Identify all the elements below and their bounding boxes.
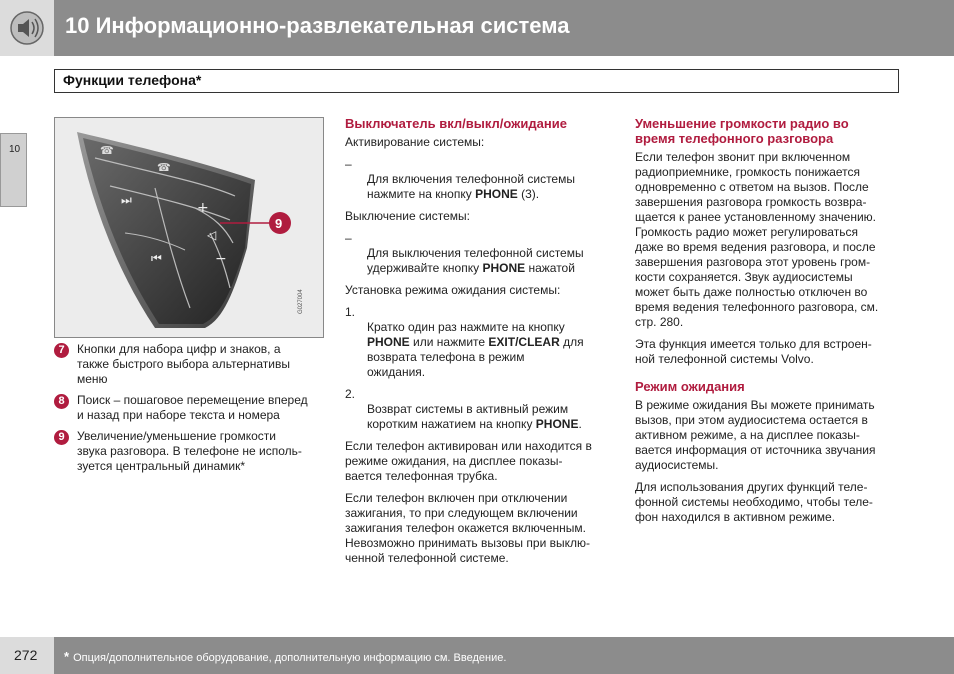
activate-item (345, 157, 615, 202)
side-tab-label: 10 (9, 144, 21, 155)
item-text: для возврата телефона в режим ожидания. (367, 335, 584, 379)
item-text: (3). (517, 187, 540, 201)
section-title: Функции телефона* (63, 72, 202, 88)
svg-text:⏮: ⏮ (151, 251, 162, 265)
deactivate-label: Выключение системы: (345, 209, 470, 223)
svg-text:◁: ◁ (207, 228, 217, 242)
paragraph-handset-display: Если телефон активирован или находится в режиме ожидания, на дисплее показы- вается телефонная трубка. (345, 439, 592, 483)
item-text: нажатой (525, 261, 575, 275)
item-text: Возврат системы в активный режим коротким нажатием на кнопку (367, 402, 569, 431)
list-marker: 1. (345, 305, 356, 319)
chapter-side-tab[interactable] (0, 133, 27, 207)
heading-radio-volume: Уменьшение громкости радио во время телефонного разговора (635, 116, 849, 146)
page-header (0, 0, 954, 56)
item-text: или нажмите (409, 335, 489, 349)
paragraph-standby: В режиме ожидания Вы можете принимать вызов, при этом аудиосистема остается в активном режиме, а на дисплее показы- вается информация от источника звучания аудиосистемы. (635, 398, 876, 472)
exit-clear-button-ref: EXIT/CLEAR (488, 335, 560, 349)
chapter-title: 10 Информационно-развлекательная система (65, 13, 570, 38)
page-footer (0, 637, 954, 674)
list-marker: – (345, 157, 352, 171)
figure-code: G027004 (298, 289, 304, 314)
phone-button-ref: PHONE (367, 335, 410, 349)
steering-wheel-buttons-figure (54, 117, 324, 338)
footnote-star: * (64, 649, 70, 664)
section-bar (54, 69, 899, 93)
phone-button-ref: PHONE (475, 187, 518, 201)
page-number-box (0, 637, 54, 674)
column-radio-volume-standby (635, 116, 905, 532)
list-marker: 2. (345, 387, 356, 401)
speaker-icon (9, 9, 45, 47)
header-icon-box (0, 0, 54, 56)
page-number: 272 (14, 647, 38, 663)
legend-text: Кнопки для набора цифр и знаков, а также быстрого выбора альтернативы меню (77, 342, 290, 386)
steering-buttons-illustration (55, 118, 324, 338)
standby-step-2 (345, 387, 615, 432)
paragraph-ignition: Если телефон включен при отключении зажигания, то при следующем включении зажигания телефон окажется включенным. Невозможно принимать вызовы при выклю- ченной телефонной системе. (345, 491, 590, 565)
callout-number: 8 (54, 394, 69, 409)
paragraph-active-mode: Для использования других функций теле- фонной системы необходимо, чтобы теле- фон находился в активном режиме. (635, 480, 873, 524)
item-text: Для включения телефонной системы нажмите на кнопку (367, 172, 575, 201)
column-standby-switch (345, 116, 615, 573)
legend-text: Увеличение/уменьшение громкости звука разговора. В телефоне не исполь- зуется центральный динамик* (77, 429, 302, 473)
svg-text:⏭: ⏭ (121, 193, 132, 207)
paragraph-volvo-only: Эта функция имеется только для встроен- ной телефонной системы Volvo. (635, 337, 872, 366)
callout-number: 7 (54, 343, 69, 358)
item-text: . (578, 417, 582, 431)
footnote-text: Опция/дополнительное оборудование, дополнительную информацию см. Введение. (73, 652, 507, 664)
list-marker: – (345, 231, 352, 245)
standby-label: Установка режима ожидания системы: (345, 283, 561, 297)
phone-button-ref: PHONE (535, 417, 579, 431)
svg-text:−: − (215, 251, 227, 267)
footnote (64, 649, 506, 664)
legend-text: Поиск – пошаговое перемещение вперед и назад при наборе текста и номера (77, 393, 308, 422)
paragraph-volume: Если телефон звонит при включенном радиоприемнике, громкость понижается одновременно с ответом на вызов. После завершения разговора громкость возвра- щается к ранее установленному значению. Громкость радио может регулироваться даже во время ведения разговора, и после завершения разговора этот уровень гром- кости сохраняется. Звук аудиосистемы может быть даже полностью отключен во время ведения телефонного разговора, см. стр. 280. (635, 150, 879, 329)
callout-number: 9 (54, 430, 69, 445)
figure-callout: 9 (275, 216, 283, 231)
deactivate-item (345, 231, 615, 276)
activate-label: Активирование системы: (345, 135, 485, 149)
svg-text:☎: ☎ (157, 161, 171, 174)
item-text: Кратко один раз нажмите на кнопку (367, 320, 565, 334)
svg-text:+: + (197, 200, 209, 216)
standby-step-1 (345, 305, 615, 380)
svg-text:☎: ☎ (100, 144, 114, 157)
item-text: Для выключения телефонной системы удерживайте кнопку (367, 246, 584, 275)
heading-standby-mode: Режим ожидания (635, 379, 745, 394)
phone-button-ref: PHONE (482, 261, 526, 275)
heading-on-off-standby: Выключатель вкл/выкл/ожидание (345, 116, 567, 131)
